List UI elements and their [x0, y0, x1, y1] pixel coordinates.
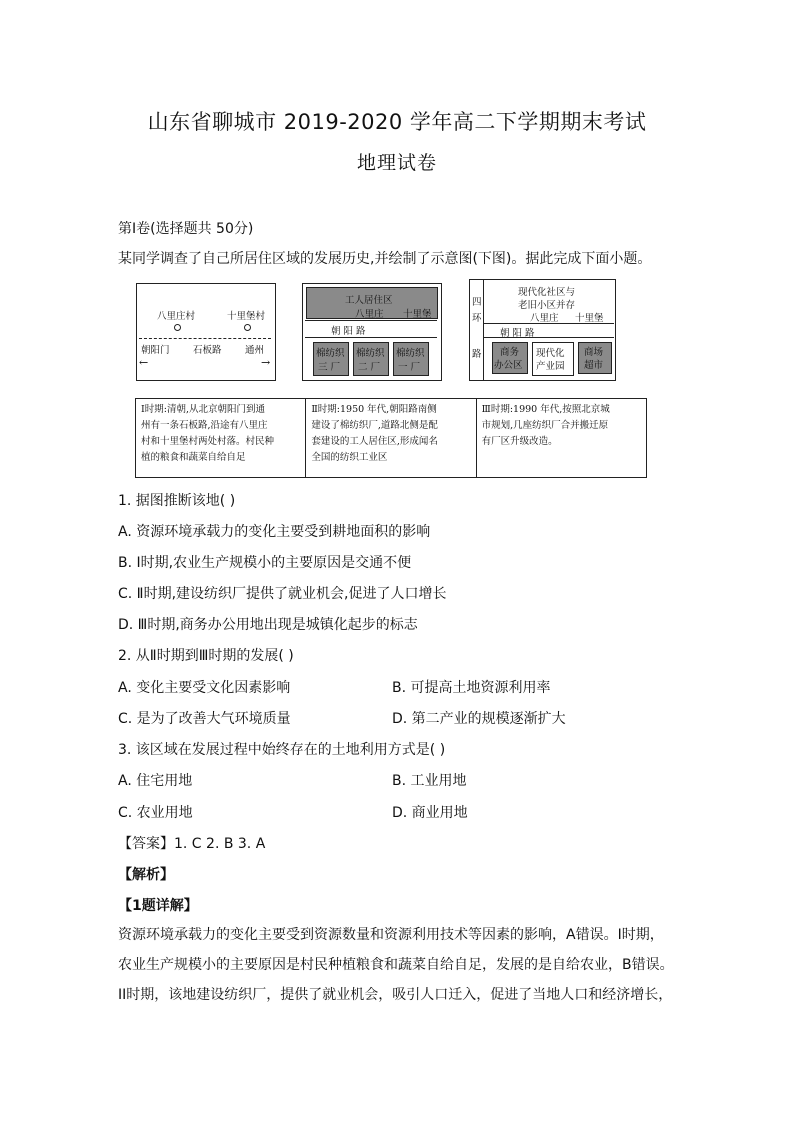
arrow-right-icon: →	[261, 356, 271, 369]
question-3-option-d: D. 商业用地	[392, 805, 468, 821]
question-1-option-c: C. Ⅱ时期,建设纺织厂提供了就业机会,促进了人口增长	[118, 586, 447, 602]
mall-label: 商场	[584, 347, 604, 358]
question-2-option-a: A. 变化主要受文化因素影响	[118, 680, 291, 696]
question-3-option-b: B. 工业用地	[392, 773, 467, 789]
road-edge	[484, 323, 614, 324]
question-2-option-c: C. 是为了改善大气环境质量	[118, 711, 291, 727]
caption-period-1: Ⅰ时期:清朝,从北京朝阳门到通 州有一条石板路,沿途有八里庄 村和十里堡村两处村落。村民种 植的粮食和蔬菜自给自足	[141, 404, 275, 463]
arrow-left-icon: ←	[139, 356, 149, 369]
village-baliizhuang-label: 八里庄	[355, 309, 384, 320]
factory-3-label: 棉纺织	[316, 348, 345, 359]
question-2-option-d: D. 第二产业的规模逐渐扩大	[392, 711, 566, 727]
ring-road-edge	[483, 280, 484, 380]
detail-label: 【1题详解】	[118, 898, 198, 914]
document-subtitle: 地理试卷	[356, 152, 437, 174]
mall-label: 超市	[584, 360, 604, 371]
question-1-stem: 1. 据图推断该地( )	[118, 493, 236, 509]
factory-1-label: 一 厂	[398, 362, 421, 373]
question-1-option-d: D. Ⅲ时期,商务办公用地出现是城镇化起步的标志	[118, 617, 418, 633]
residential-label: 工人居住区	[345, 295, 393, 306]
explanation-paragraph	[118, 920, 678, 1010]
question-1-option-b: B. Ⅰ时期,农业生产规模小的主要原因是交通不便	[118, 555, 412, 571]
road-edge	[305, 337, 437, 338]
village-baliizhuang-label: 八里庄村	[157, 311, 196, 322]
road-edge	[305, 320, 437, 321]
office-label: 商务	[500, 347, 520, 358]
caption-period-2: Ⅱ时期:1950 年代,朝阳路南侧 建设了棉纺织厂,道路北侧是配 套建设的工人居住区,形成闻名 全国的纺织工业区	[305, 399, 475, 477]
intro-text: 某同学调查了自己所居住区域的发展历史,并绘制了示意图(下图)。据此完成下面小题。	[118, 251, 652, 267]
road-name-label: 朝 阳 路	[331, 326, 366, 337]
question-2-option-b: B. 可提高土地资源利用率	[392, 680, 551, 696]
analysis-label: 【解析】	[118, 867, 174, 883]
question-1-option-a: A. 资源环境承载力的变化主要受到耕地面积的影响	[118, 524, 431, 540]
question-2-stem: 2. 从Ⅱ时期到Ⅲ时期的发展( )	[118, 648, 294, 664]
factory-1-label: 棉纺织	[396, 348, 425, 359]
village-shilibao-label: 十里堡	[575, 313, 604, 324]
question-3-option-a: A. 住宅用地	[118, 773, 193, 789]
explanation-line: II时期，该地建设纺织厂，提供了就业机会，吸引人口迁入，促进了当地人口和经济增长，	[118, 987, 673, 1003]
ring-road-label: 环	[472, 313, 482, 324]
diagram-captions	[135, 398, 647, 478]
factory-2-label: 二 厂	[358, 362, 381, 373]
road-name-label: 朝 阳 路	[500, 328, 535, 339]
community-label: 现代化社区与	[518, 287, 576, 298]
industrial-park-label: 现代化	[536, 348, 565, 359]
diagram-period-2	[302, 283, 442, 381]
caption-period-3: Ⅲ时期:1990 年代,按照北京城 市规划,几座纺织厂合并搬迁原 有厂区升级改造。	[476, 399, 646, 477]
village-marker	[174, 324, 181, 331]
industrial-park-label: 产业园	[536, 361, 565, 372]
ring-road-label: 四	[472, 297, 482, 308]
section-label: 第Ⅰ卷(选择题共 50分)	[118, 221, 254, 237]
community-label: 老旧小区并存	[518, 300, 576, 311]
office-label: 办公区	[494, 360, 523, 371]
question-3-stem: 3. 该区域在发展过程中始终存在的土地利用方式是( )	[118, 742, 446, 758]
question-3-option-c: C. 农业用地	[118, 805, 193, 821]
stone-road-line	[139, 338, 271, 339]
explanation-line: 资源环境承载力的变化主要受到资源数量和资源利用技术等因素的影响，A错误。I时期，	[118, 927, 664, 943]
explanation-line: 农业生产规模小的主要原因是村民种植粮食和蔬菜自给自足，发展的是自给农业，B错误。	[118, 957, 674, 973]
road-edge	[484, 337, 614, 338]
village-baliizhuang-label: 八里庄	[530, 313, 559, 324]
village-shilibao-label: 十里堡村	[227, 311, 266, 322]
village-marker	[244, 324, 251, 331]
ring-road-label: 路	[472, 349, 482, 360]
road-end-label: 通州	[245, 345, 265, 356]
factory-3-label: 三 厂	[318, 362, 341, 373]
answer-line: 【答案】1. C 2. B 3. A	[118, 836, 266, 852]
document-title: 山东省聊城市 2019-2020 学年高二下学期期末考试	[147, 110, 647, 134]
factory-2-label: 棉纺织	[356, 348, 385, 359]
road-name-label: 石板路	[193, 345, 222, 356]
diagram-period-1	[136, 283, 276, 381]
village-shilibao-label: 十里堡	[403, 309, 432, 320]
diagram-period-3	[469, 279, 616, 381]
road-start-label: 朝阳门	[141, 345, 170, 356]
